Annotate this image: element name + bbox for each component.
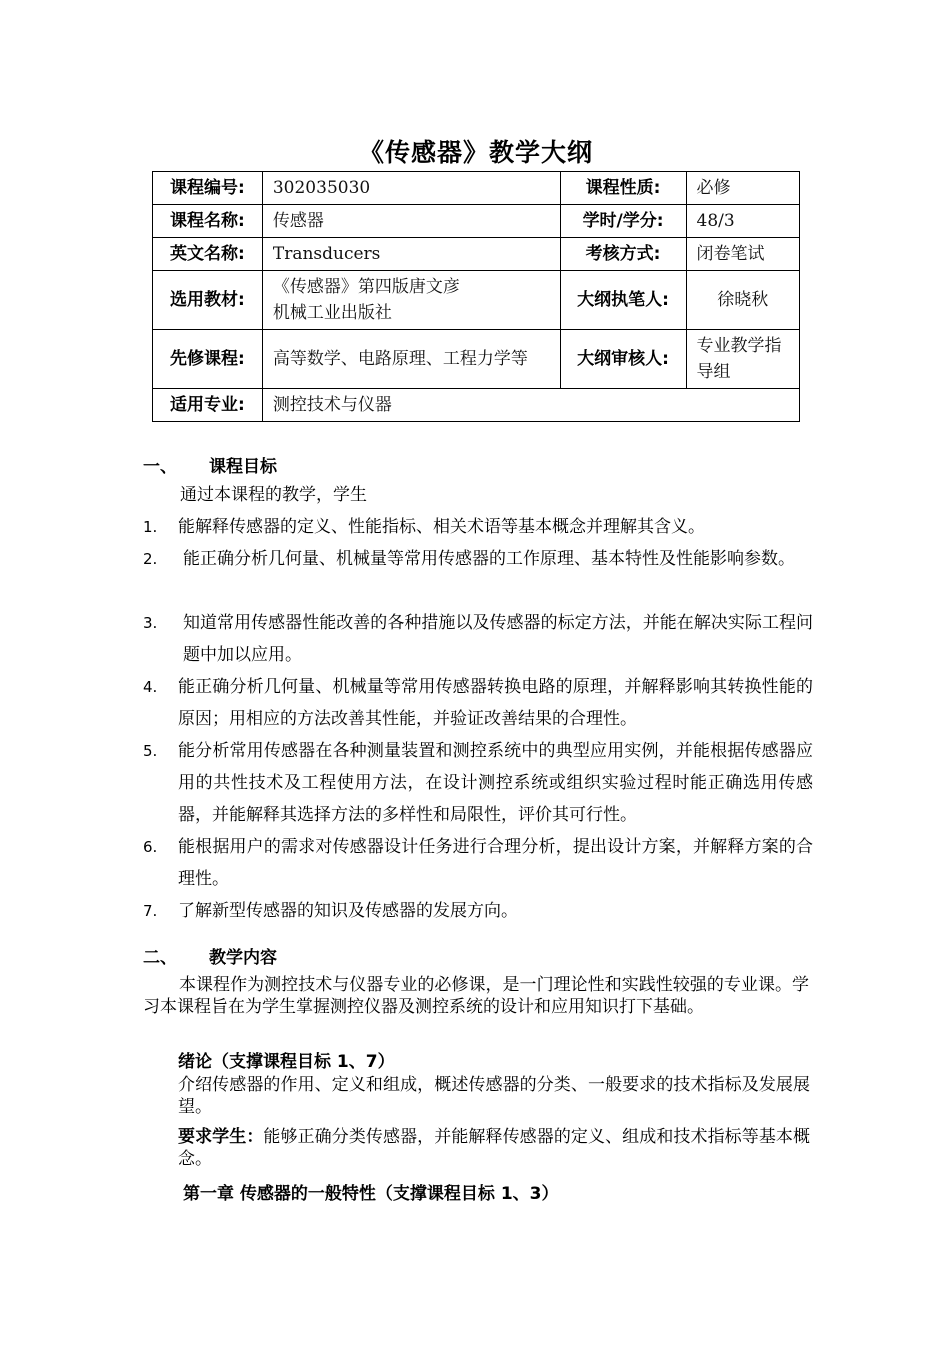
goal-text: 能正确分析几何量、机械量等常用传感器转换电路的原理，并解释影响其转换性能的原因；用相应的方法改善其性能，并验证改善结果的合理性。	[178, 677, 813, 729]
hours-credits-value: 48/3	[686, 205, 800, 238]
prereq-label: 先修课程:	[153, 330, 263, 389]
course-name-value: 传感器	[262, 205, 560, 238]
requirements-paragraph	[178, 1126, 810, 1170]
reviewer-label: 大纲审核人:	[560, 330, 686, 389]
list-item	[143, 511, 813, 543]
table-row	[153, 389, 800, 422]
goal-number: 2.	[143, 550, 158, 568]
hours-credits-label: 学时/学分:	[560, 205, 686, 238]
list-item	[143, 607, 813, 671]
chapter-1-title: 第一章 传感器的一般特性（支撑课程目标 1、3）	[183, 1184, 559, 1204]
table-row	[153, 330, 800, 389]
english-name-label: 英文名称:	[153, 238, 263, 271]
assessment-value: 闭卷笔试	[686, 238, 800, 271]
english-name-value: Transducers	[262, 238, 560, 271]
goal-number: 5.	[143, 742, 158, 760]
assessment-label: 考核方式:	[560, 238, 686, 271]
textbook-value	[262, 271, 560, 330]
goal-text: 知道常用传感器性能改善的各种措施以及传感器的标定方法，并能在解决实际工程问题中加以应用。	[183, 613, 813, 665]
table-row	[153, 172, 800, 205]
requirements-label: 要求学生：	[178, 1127, 264, 1147]
section-heading-content	[143, 943, 277, 968]
list-item	[143, 735, 813, 831]
section-number: 一、	[143, 457, 177, 477]
table-row	[153, 238, 800, 271]
textbook-line-1: 《传感器》第四版唐文彦	[272, 277, 460, 297]
list-item	[143, 831, 813, 895]
goal-number: 3.	[143, 614, 158, 632]
course-code-label: 课程编号:	[153, 172, 263, 205]
goal-number: 1.	[143, 518, 158, 536]
goal-text: 能根据用户的需求对传感器设计任务进行合理分析，提出设计方案，并解释方案的合理性。	[178, 837, 813, 889]
course-type-value: 必修	[686, 172, 800, 205]
author-value: 徐晓秋	[686, 271, 800, 330]
list-item	[143, 671, 813, 735]
course-name-label: 课程名称:	[153, 205, 263, 238]
page-title: 《传感器》教学大纲	[358, 138, 593, 167]
goal-text: 能分析常用传感器在各种测量装置和测控系统中的典型应用实例，并能根据传感器应用的共性技术及工程使用方法，在设计测控系统或组织实验过程时能正确选用传感器，并能解释其选择方法的多样性和局限性，评价其可行性。	[178, 741, 813, 825]
major-label: 适用专业:	[153, 389, 263, 422]
textbook-line-2: 机械工业出版社	[272, 303, 392, 323]
reviewer-line-2: 导组	[696, 362, 731, 382]
course-type-label: 课程性质:	[560, 172, 686, 205]
goals-intro: 通过本课程的教学，学生	[180, 485, 367, 505]
section-heading-goals	[143, 452, 277, 477]
goal-text: 能正确分析几何量、机械量等常用传感器的工作原理、基本特性及性能影响参数。	[183, 549, 795, 569]
goal-number: 4.	[143, 678, 158, 696]
table-row	[153, 271, 800, 330]
reviewer-line-1: 专业教学指	[696, 336, 782, 356]
content-intro: 本课程作为测控技术与仪器专业的必修课，是一门理论性和实践性较强的专业课。学习本课程旨在为学生掌握测控仪器及测控系统的设计和应用知识打下基础。	[143, 975, 809, 1017]
list-item	[143, 895, 813, 927]
major-value: 测控技术与仪器	[262, 389, 799, 422]
goal-text: 了解新型传感器的知识及传感器的发展方向。	[178, 901, 518, 921]
intro-chapter-desc: 介绍传感器的作用、定义和组成，概述传感器的分类、一般要求的技术指标及发展展望。	[178, 1075, 810, 1117]
intro-chapter-title: 绪论（支撑课程目标 1、7）	[178, 1052, 395, 1072]
prereq-value: 高等数学、电路原理、工程力学等	[262, 330, 560, 389]
section-number: 二、	[143, 948, 177, 968]
list-item	[143, 543, 813, 575]
course-code-value: 302035030	[262, 172, 560, 205]
author-label: 大纲执笔人:	[560, 271, 686, 330]
section-title: 教学内容	[209, 948, 277, 968]
goal-number: 7.	[143, 902, 158, 920]
reviewer-value	[686, 330, 800, 389]
table-row	[153, 205, 800, 238]
textbook-label: 选用教材:	[153, 271, 263, 330]
goal-number: 6.	[143, 838, 158, 856]
section-title: 课程目标	[209, 457, 277, 477]
course-info-table	[152, 171, 800, 422]
requirements-text: 能够正确分类传感器，并能解释传感器的定义、组成和技术指标等基本概念。	[178, 1127, 811, 1169]
goal-text: 能解释传感器的定义、性能指标、相关术语等基本概念并理解其含义。	[178, 517, 705, 537]
